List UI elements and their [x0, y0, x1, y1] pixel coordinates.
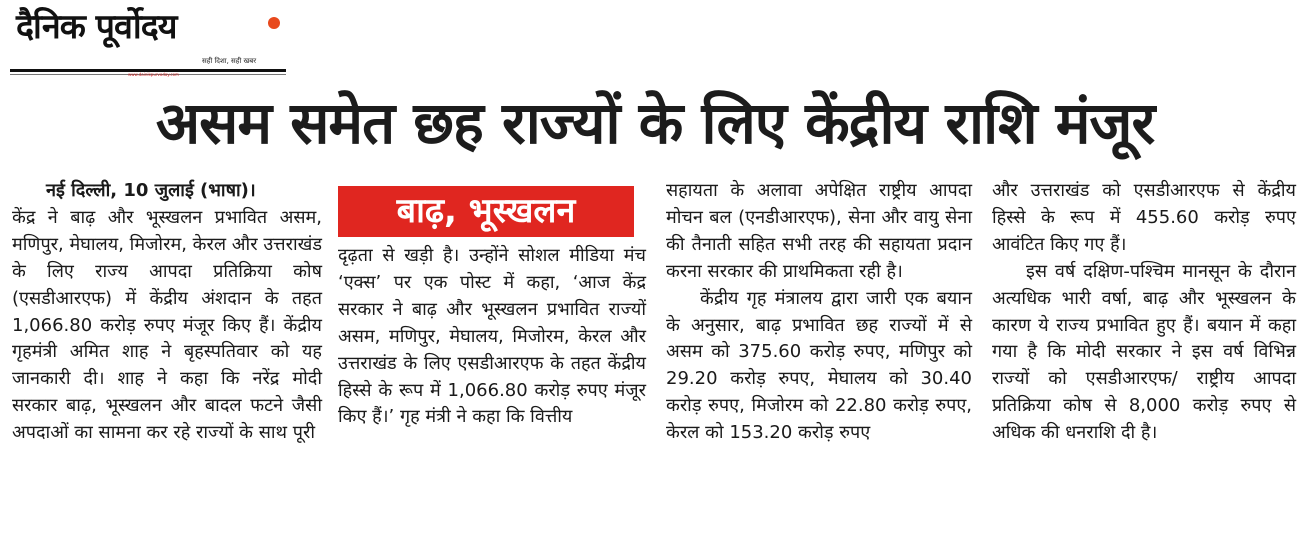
paragraph: इस वर्ष दक्षिण-पश्चिम मानसून के दौरान अत्यधिक भारी वर्षा, बाढ़ और भूस्खलन के कारण ये राज्य प्रभावित हुए हैं। बयान में कहा गया है कि मोदी सरकार ने इस वर्ष विभिन्न राज्यों को एसडीआरएफ/ राष्ट्रीय आपदा प्रतिक्रिया कोष से 8,000 करोड़ रुपए से अधिक की धनराशि दी है।	[992, 260, 1296, 444]
paragraph: केंद्रीय गृह मंत्रालय द्वारा जारी एक बयान के अनुसार, बाढ़ प्रभावित छह राज्यों में से असम को 375.60 करोड़ रुपए, मणिपुर को 29.20 करोड़ रुपए, मेघालय को 30.40 करोड़ रुपए, मिजोरम को 22.80 करोड़ रुपए, केरल को 153.20 करोड़ रुपए	[666, 287, 972, 444]
masthead-dot-icon	[268, 17, 280, 29]
paragraph: और उत्तराखंड को एसडीआरएफ से केंद्रीय हिस्से के रूप में 455.60 करोड़ रुपए आवंटित किए गए हैं।	[992, 180, 1296, 255]
article-column-2	[338, 243, 646, 431]
article-column-3	[666, 178, 972, 447]
masthead-name: दैनिक पूर्वोदय	[16, 7, 177, 47]
article-column-4	[992, 178, 1296, 447]
masthead	[10, 8, 286, 78]
masthead-url: www.dainikpurvoday.com	[128, 72, 179, 77]
article-column-1	[12, 178, 322, 447]
paragraph: केंद्र ने बाढ़ और भूस्खलन प्रभावित असम, मणिपुर, मेघालय, मिजोरम, केरल और उत्तराखंड के लिए राज्य आपदा प्रतिक्रिया कोष (एसडीआरएफ) में केंद्रीय अंशदान के तहत 1,066.80 करोड़ रुपए मंजूर किए हैं। केंद्रीय गृहमंत्री अमित शाह ने बृहस्पतिवार को यह जानकारी दी। शाह ने कहा कि नरेंद्र मोदी सरकार बाढ़, भूस्खलन और बादल फटने जैसी अपदाओं का सामना कर रहे राज्यों के साथ पूरी	[12, 206, 322, 444]
paragraph: सहायता के अलावा अपेक्षित राष्ट्रीय आपदा मोचन बल (एनडीआरएफ), सेना और वायु सेना की तैनाती सहित सभी तरह की सहायता प्रदान करना सरकार की प्राथमिकता रही है।	[666, 180, 972, 282]
headline: असम समेत छह राज्यों के लिए केंद्रीय राशि मंजूर	[155, 89, 1155, 157]
masthead-tagline: सही दिशा, सही खबर	[202, 57, 257, 65]
dateline: नई दिल्ली, 10 जुलाई (भाषा)।	[46, 180, 256, 201]
paragraph: दृढ़ता से खड़ी है। उन्होंने सोशल मीडिया मंच ‘एक्स’ पर एक पोस्ट में कहा, ‘आज केंद्र सरकार ने बाढ़ और भूस्खलन प्रभावित राज्यों असम, मणिपुर, मेघालय, मिजोरम, केरल और उत्तराखंड के लिए एसडीआरएफ के तहत केंद्रीय हिस्से के रूप में 1,066.80 करोड़ रुपए मंजूर किए हैं।’ गृह मंत्री ने कहा कि वित्तीय	[338, 245, 646, 428]
kicker-label: बाढ़, भूस्खलन	[338, 186, 634, 237]
